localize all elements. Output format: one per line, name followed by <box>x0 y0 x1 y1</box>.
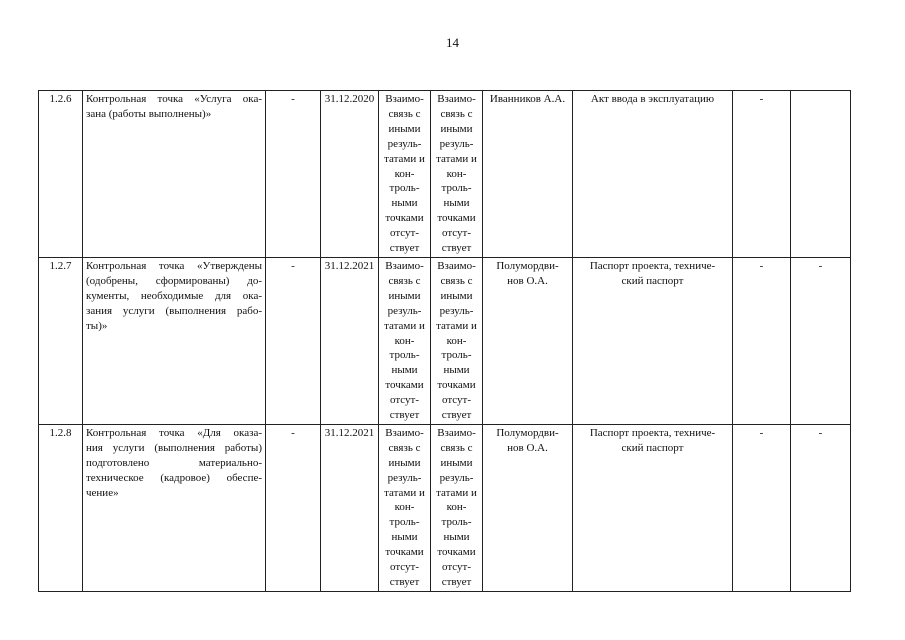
relation-line: кон- <box>394 334 415 347</box>
row-number: 1.2.7 <box>39 257 83 424</box>
relation-line: иными <box>388 456 421 469</box>
relation-line: кон- <box>446 334 467 347</box>
table-row <box>39 424 851 591</box>
relation-line: резуль- <box>439 137 474 150</box>
relation-line: связь с <box>440 441 473 454</box>
relation-line: ствует <box>389 576 420 588</box>
extra-cell-1: - <box>733 424 791 591</box>
relation-line: ными <box>443 531 470 544</box>
relation-line: связь с <box>440 107 473 120</box>
row-number: 1.2.6 <box>39 91 83 258</box>
relation-line: резуль- <box>439 471 474 484</box>
relation-line: резуль- <box>387 304 422 317</box>
relation-line: отсут- <box>441 227 471 240</box>
name-line: Контрольная точка «Услуга ока- <box>86 93 262 105</box>
relation-line: татами и <box>436 319 477 332</box>
relation-line: ствует <box>441 576 472 588</box>
relation-line: иными <box>440 122 473 135</box>
relation-cell <box>379 91 431 258</box>
relation-line: точками <box>437 212 476 225</box>
relation-line: отсут- <box>389 561 419 574</box>
relation-line: Взаимо- <box>385 259 424 272</box>
responsible-line: Иванников А.А. <box>489 93 566 105</box>
relation-line: точками <box>437 379 476 392</box>
relation-line: ными <box>391 531 418 544</box>
extra-cell-1: - <box>733 257 791 424</box>
relation-line: иными <box>388 289 421 302</box>
relation-line: Взаимо- <box>437 93 476 105</box>
relation-line: иными <box>388 122 421 135</box>
start-date-cell: - <box>266 91 321 258</box>
control-point-name <box>83 424 266 591</box>
extra-cell-2: - <box>791 257 851 424</box>
relation-line: отсут- <box>441 561 471 574</box>
relation-line: Взаимо- <box>385 93 424 105</box>
relation-cell <box>431 91 483 258</box>
end-date-cell: 31.12.2021 <box>321 257 379 424</box>
document-line: Паспорт проекта, техниче- <box>589 426 716 439</box>
relation-line: ствует <box>389 242 420 255</box>
relation-line: отсут- <box>389 394 419 407</box>
relation-line: троль- <box>441 349 472 362</box>
relation-line: татами и <box>384 486 425 499</box>
name-line: Контрольная точка «Утверждены <box>86 259 262 272</box>
name-line: (одобрены, сформированы) до- <box>86 274 262 287</box>
relation-line: отсут- <box>389 227 419 240</box>
relation-line: ными <box>391 197 418 210</box>
document-cell <box>573 91 733 258</box>
extra-cell-1: - <box>733 91 791 258</box>
extra-cell-2: - <box>791 424 851 591</box>
responsible-line: нов О.А. <box>507 274 548 287</box>
relation-line: троль- <box>441 182 472 195</box>
control-points-table <box>38 90 851 592</box>
responsible-line: Полумордви- <box>496 426 559 439</box>
table-row <box>39 91 851 258</box>
relation-line: связь с <box>388 274 421 287</box>
relation-line: резуль- <box>387 137 422 150</box>
relation-cell <box>431 257 483 424</box>
table-row <box>39 257 851 424</box>
responsible-cell <box>483 257 573 424</box>
name-line: ты)» <box>86 319 108 332</box>
responsible-cell <box>483 424 573 591</box>
control-point-name <box>83 91 266 258</box>
control-point-name <box>83 257 266 424</box>
relation-line: точками <box>437 546 476 559</box>
relation-line: связь с <box>388 441 421 454</box>
row-number: 1.2.8 <box>39 424 83 591</box>
relation-cell <box>379 257 431 424</box>
relation-line: кон- <box>394 501 415 514</box>
relation-line: связь с <box>440 274 473 287</box>
relation-line: иными <box>440 289 473 302</box>
start-date-cell: - <box>266 424 321 591</box>
relation-line: ными <box>443 197 470 210</box>
relation-line: троль- <box>389 349 420 362</box>
relation-line: татами и <box>384 152 425 165</box>
relation-line: точками <box>385 212 424 225</box>
relation-line: ными <box>391 364 418 377</box>
page-number: 14 <box>446 35 459 50</box>
relation-line: точками <box>385 379 424 392</box>
start-date-cell: - <box>266 257 321 424</box>
relation-line: кон- <box>394 167 415 180</box>
responsible-cell <box>483 91 573 258</box>
name-line: зания услуги (выполнения рабо- <box>86 304 262 317</box>
extra-cell-2 <box>791 91 851 258</box>
relation-cell <box>431 424 483 591</box>
name-line: чение» <box>86 486 119 499</box>
end-date-cell: 31.12.2020 <box>321 91 379 258</box>
relation-line: ствует <box>441 409 472 422</box>
relation-line: отсут- <box>441 394 471 407</box>
relation-line: троль- <box>389 182 420 195</box>
relation-line: ными <box>443 364 470 377</box>
name-line: кументы, необходимые для ока- <box>86 289 262 302</box>
relation-line: кон- <box>446 167 467 180</box>
relation-line: резуль- <box>439 304 474 317</box>
relation-line: татами и <box>384 319 425 332</box>
relation-line: татами и <box>436 486 477 499</box>
relation-line: ствует <box>441 242 472 255</box>
relation-line: точками <box>385 546 424 559</box>
relation-line: ствует <box>389 409 420 422</box>
document-cell <box>573 257 733 424</box>
document-line: Паспорт проекта, техниче- <box>589 259 716 272</box>
name-line: Контрольная точка «Для оказа- <box>86 426 262 439</box>
relation-line: троль- <box>441 516 472 529</box>
relation-line: Взаимо- <box>385 426 424 439</box>
document-line: ский паспорт <box>621 274 684 287</box>
responsible-line: нов О.А. <box>507 441 548 454</box>
document-line: Акт ввода в эксплуатацию <box>590 93 715 105</box>
document-cell <box>573 424 733 591</box>
name-line: техническое (кадровое) обеспе- <box>86 471 262 484</box>
relation-cell <box>379 424 431 591</box>
relation-line: резуль- <box>387 471 422 484</box>
relation-line: кон- <box>446 501 467 514</box>
name-line: зана (работы выполнены)» <box>86 107 212 120</box>
name-line: ния услуги (выполнения работы) <box>86 441 262 454</box>
responsible-line: Полумордви- <box>496 259 559 272</box>
relation-line: троль- <box>389 516 420 529</box>
relation-line: связь с <box>388 107 421 120</box>
relation-line: Взаимо- <box>437 426 476 439</box>
document-line: ский паспорт <box>621 441 684 454</box>
end-date-cell: 31.12.2021 <box>321 424 379 591</box>
relation-line: иными <box>440 456 473 469</box>
relation-line: Взаимо- <box>437 259 476 272</box>
name-line: подготовлено материально- <box>86 456 262 469</box>
relation-line: татами и <box>436 152 477 165</box>
